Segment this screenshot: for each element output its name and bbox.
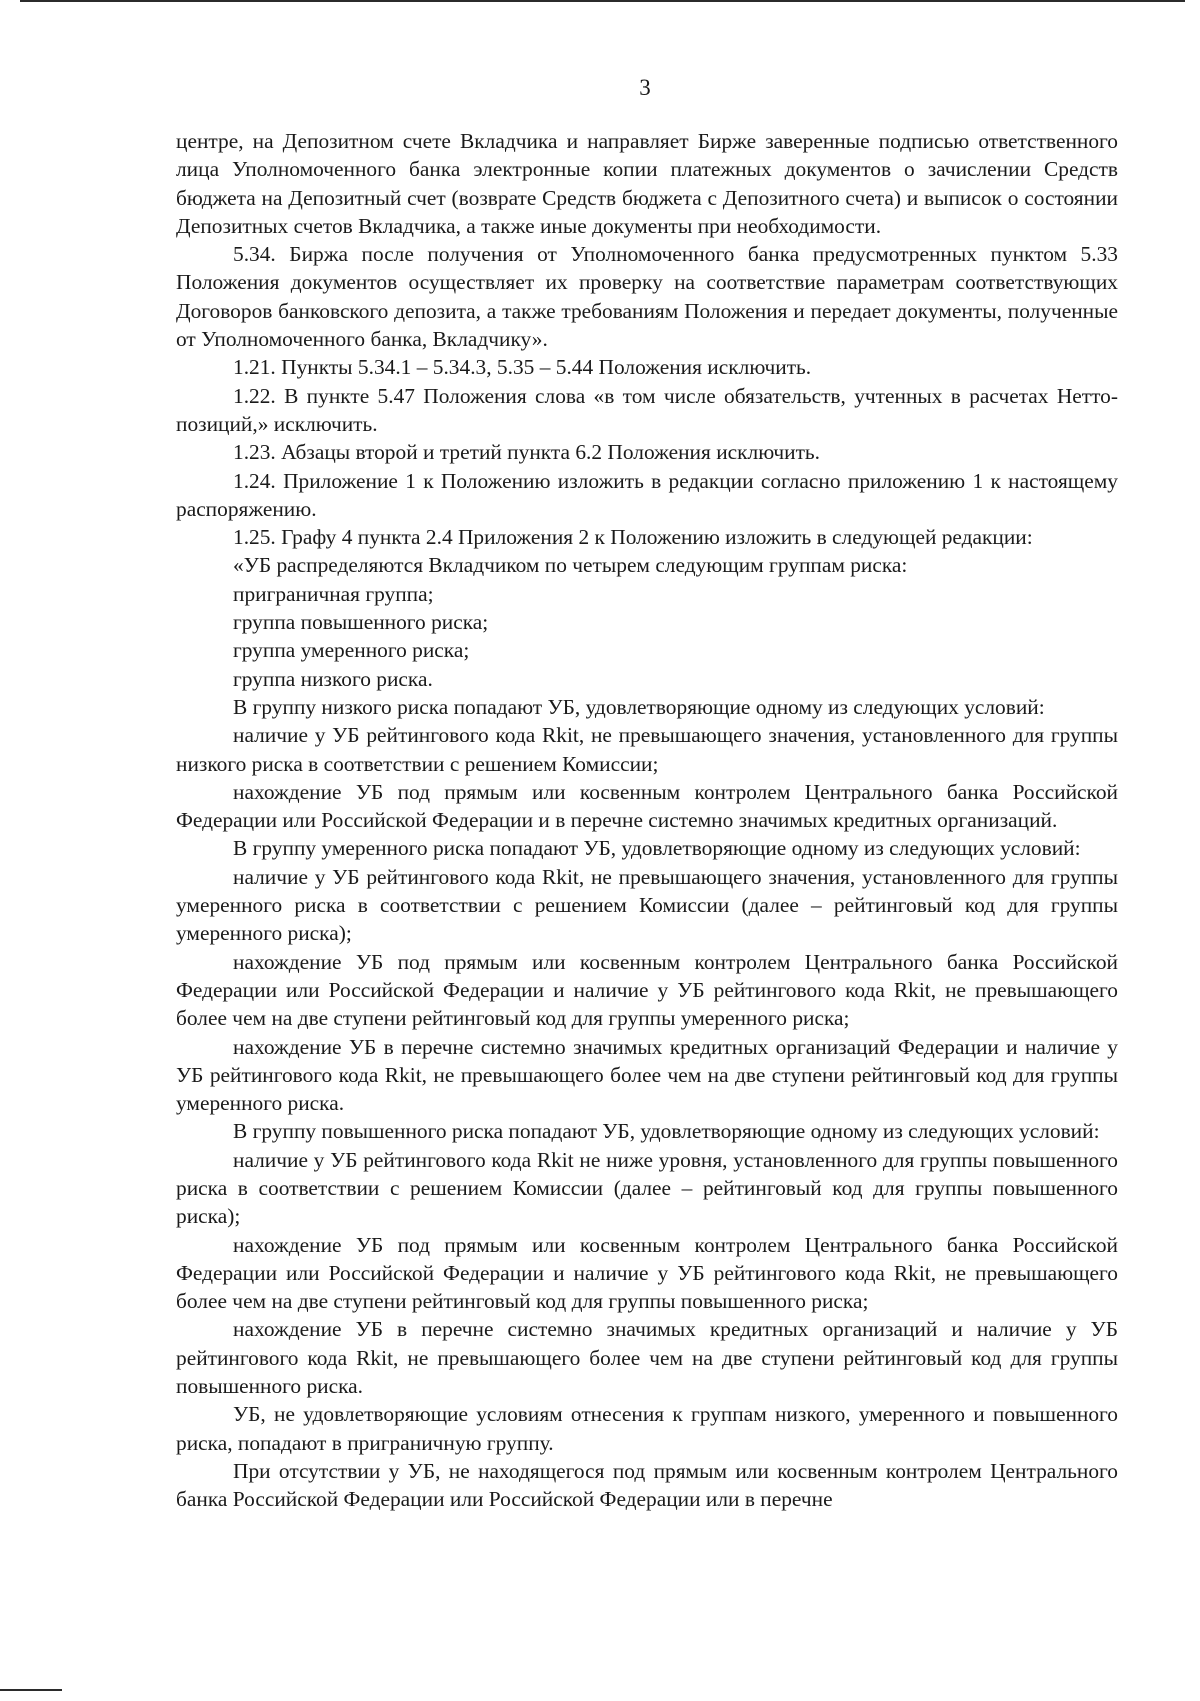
paragraph: 1.23. Абзацы второй и третий пункта 6.2 Положения исключить.: [233, 440, 821, 465]
paragraph: группа повышенного риска;: [233, 610, 489, 635]
paragraph: В группу умеренного риска попадают УБ, удовлетворяющие одному из следующих условий:: [233, 836, 1081, 861]
top-border-line: [20, 0, 1185, 2]
bottom-border-line: [0, 1689, 62, 1691]
page-number: 3: [639, 75, 651, 100]
paragraph: В группу низкого риска попадают УБ, удовлетворяющие одному из следующих условий:: [233, 694, 1045, 719]
paragraph: нахождение УБ под прямым или косвенным контролем Центрального банка Российской Федерации или Российской Федерации и наличие у УБ рейтингового кода Rkit, не превышающего более чем на две ступени рейтинговый код для группы повышенного риска;: [176, 1232, 1118, 1314]
paragraph: нахождение УБ в перечне системно значимых кредитных организаций и наличие у УБ рейтингового кода Rkit, не превышающего более чем на две ступени рейтинговый код для группы повышенного риска.: [176, 1317, 1118, 1399]
paragraph: нахождение УБ в перечне системно значимых кредитных организаций Федерации и наличие у УБ рейтингового кода Rkit, не превышающего более чем на две ступени рейтинговый код для группы умеренного риска.: [176, 1034, 1118, 1116]
paragraph: УБ, не удовлетворяющие условиям отнесения к группам низкого, умеренного и повышенного риска, попадают в приграничную группу.: [176, 1402, 1118, 1455]
paragraph: нахождение УБ под прямым или косвенным контролем Центрального банка Российской Федерации или Российской Федерации и в перечне системно значимых кредитных организаций.: [176, 779, 1118, 833]
paragraph: 1.22. В пункте 5.47 Положения слова «в том числе обязательств, учтенных в расчетах Нетто-позиций,» исключить.: [176, 383, 1118, 436]
paragraph: наличие у УБ рейтингового кода Rkit, не превышающего значения, установленного для группы низкого риска в соответствии с решением Комиссии;: [176, 723, 1118, 776]
paragraph: 5.34. Биржа после получения от Уполномоченного банка предусмотренных пунктом 5.33 Положения документов осуществляет их проверку на соответствие параметрам соответствующих Договоров банковского депозита, а также требованиям Положения и передает документы, полученные от Уполномоченного банка, Вкладчику».: [176, 242, 1118, 352]
paragraph: приграничная группа;: [233, 581, 434, 606]
paragraph: В группу повышенного риска попадают УБ, удовлетворяющие одному из следующих условий:: [233, 1119, 1100, 1144]
paragraph: наличие у УБ рейтингового кода Rkit не ниже уровня, установленного для группы повышенного риска в соответствии с решением Комиссии (далее – рейтинговый код для группы повышенного риска);: [176, 1147, 1118, 1229]
paragraph: При отсутствии у УБ, не находящегося под прямым или косвенным контролем Центрального банка Российской Федерации или Российской Федерации или в перечне: [176, 1458, 1118, 1512]
paragraph: «УБ распределяются Вкладчиком по четырем следующим группам риска:: [233, 553, 908, 578]
paragraph: 1.24. Приложение 1 к Положению изложить в редакции согласно приложению 1 к настоящему распоряжению.: [176, 468, 1118, 521]
paragraph: 1.21. Пункты 5.34.1 – 5.34.3, 5.35 – 5.44 Положения исключить.: [233, 355, 812, 380]
paragraph: группа умеренного риска;: [233, 638, 470, 663]
paragraph: группа низкого риска.: [233, 666, 433, 691]
paragraph: нахождение УБ под прямым или косвенным контролем Центрального банка Российской Федерации или Российской Федерации и наличие у УБ рейтингового кода Rkit, не превышающего более чем на две ступени рейтинговый код для группы умеренного риска;: [176, 949, 1118, 1031]
paragraph: 1.25. Графу 4 пункта 2.4 Приложения 2 к Положению изложить в следующей редакции:: [233, 525, 1033, 550]
document-body: [176, 127, 1118, 1514]
paragraph: наличие у УБ рейтингового кода Rkit, не превышающего значения, установленного для группы умеренного риска в соответствии с решением Комиссии (далее – рейтинговый код для группы умеренного риска);: [176, 864, 1118, 946]
paragraph: центре, на Депозитном счете Вкладчика и направляет Бирже заверенные подписью ответственного лица Уполномоченного банка электронные копии платежных документов о зачислении Средств бюджета на Депозитный счет (возврате Средств бюджета с Депозитного счета) и выписок о состоянии Депозитных счетов Вкладчика, а также иные документы при необходимости.: [176, 129, 1118, 238]
